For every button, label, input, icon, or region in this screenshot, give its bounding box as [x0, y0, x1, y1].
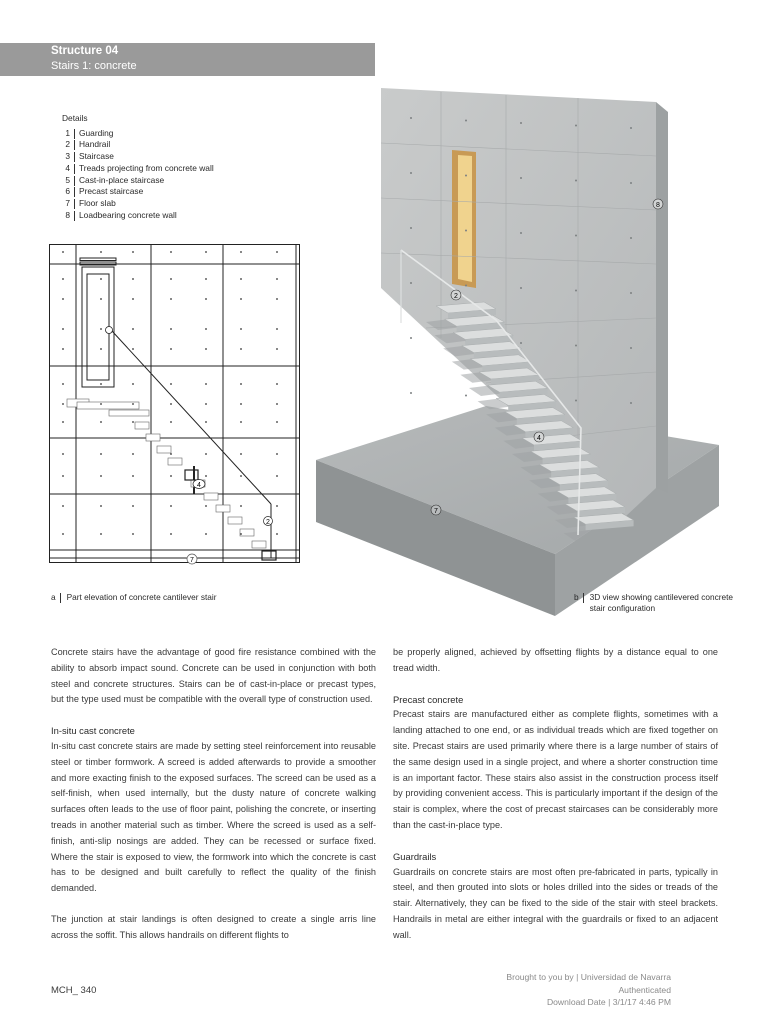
detail-item [62, 139, 214, 151]
marker-2 [451, 290, 461, 300]
stair-3d-view [316, 88, 720, 618]
detail-label: Loadbearing concrete wall [79, 209, 177, 220]
stair-elevation-drawing [49, 244, 303, 578]
marker-2 [264, 517, 273, 527]
detail-number: 4 [65, 162, 70, 173]
caption-text: Part elevation of concrete cantilever stair [66, 592, 217, 602]
paragraph: be properly aligned, achieved by offsetting flights by a distance equal to one tread width. [393, 647, 718, 673]
paragraph: In-situ cast concrete stairs are made by setting steel reinforcement into reusable steel or timber formwork. A screed is added afterwards to provide a smoother and more exacting finish to the exposed surfaces. The screed can be used as a self-finish, when used internally, but the dusty nature of concrete walking surfaces often leads to the use of floor paint, polishing the concrete, or inserting treads in another material such as timber. Where the screed is used as a self-finish, anti-slip nosings are added. They can be recessed or surface fixed. Where the stair is exposed to view, the formwork into which the concrete is cast has to be designed and built carefully to reflect the quality of the finish demanded. [51, 740, 376, 894]
figure-b-caption [574, 592, 734, 614]
svg-text:2: 2 [266, 519, 270, 526]
svg-text:4: 4 [197, 482, 201, 489]
paragraph: Precast stairs are manufactured either as complete flights, sometimes with a landing attached to one end, or as individual treads which are fixed together on site. Precast stairs are used primarily where there is a large number of stairs of the same design used in a single project, and where a shorter construction time is an important factor. These stairs also assist in the construction process itself by providing convenient access. This is particularly important if the design of the stair is complex, where the cost of precast staircases can be considerably more than the cast-in-place type. [393, 709, 718, 830]
detail-label: Treads projecting from concrete wall [79, 162, 214, 173]
detail-label: Guarding [79, 127, 114, 138]
svg-text:7: 7 [190, 557, 194, 564]
detail-item [62, 175, 214, 187]
detail-item [62, 186, 214, 198]
detail-number: 3 [65, 151, 70, 162]
detail-number: 8 [65, 209, 70, 220]
marker-4 [193, 480, 205, 490]
stair-treads [67, 399, 266, 548]
figure-a-caption [51, 592, 217, 603]
detail-item [62, 210, 214, 222]
figure-letter: b [574, 592, 579, 602]
window-opening [87, 274, 109, 380]
watermark-line: Authenticated [618, 984, 671, 995]
detail-item [62, 198, 214, 210]
download-watermark [460, 971, 671, 1009]
detail-label: Precast staircase [79, 186, 144, 197]
svg-text:8: 8 [656, 202, 660, 209]
svg-text:2: 2 [454, 293, 458, 300]
marker-8 [653, 199, 663, 209]
section-subtitle: Stairs 1: concrete [51, 60, 137, 72]
grid-dots [62, 251, 278, 535]
body-column-left [51, 645, 376, 944]
marker-7 [431, 505, 441, 515]
detail-label: Floor slab [79, 197, 116, 208]
paragraph: The junction at stair landings is often designed to create a single arris line across the soffit. This allows handrails on different flights to [51, 913, 376, 940]
detail-label: Cast-in-place staircase [79, 174, 165, 185]
watermark-line: Download Date | 3/1/17 4:46 PM [546, 997, 671, 1007]
section-title: Structure 04 [51, 45, 119, 57]
detail-number: 5 [65, 174, 70, 185]
details-heading: Details [62, 113, 88, 123]
svg-text:4: 4 [537, 435, 541, 442]
subheading: Guardrails [393, 850, 437, 862]
marker-7 [187, 554, 197, 564]
handrail-line [112, 331, 271, 504]
detail-label: Handrail [79, 139, 111, 150]
watermark-line: Brought to you by | Universidad de Navarra [506, 972, 671, 982]
detail-item [62, 128, 214, 140]
detail-item [62, 151, 214, 163]
detail-label: Staircase [79, 151, 114, 162]
body-column-right [393, 645, 718, 944]
detail-item [62, 163, 214, 175]
detail-number: 2 [65, 139, 70, 150]
detail-number: 1 [65, 127, 70, 138]
figure-letter: a [51, 592, 56, 602]
svg-text:7: 7 [434, 508, 438, 515]
marker-4 [534, 432, 544, 442]
paragraph: Guardrails on concrete stairs are most often pre-fabricated in parts, typically in steel, and then grouted into slots or holes drilled into the sides or treads of the stair. Alternatively, they can be fixed to the side of the stair with steel brackets. Handrails in metal are either integral with the guardrails or fixed to an adjacent wall. [393, 866, 718, 940]
details-legend [62, 113, 214, 221]
subheading: In-situ cast concrete [51, 725, 135, 737]
detail-number: 7 [65, 197, 70, 208]
paragraph: Concrete stairs have the advantage of good fire resistance combined with the ability to absorb impact sound. Concrete can be used in conjunction with both steel and concrete structures. Stairs can be of cast-in-place or precast types, but the type used must be compatible with the overall type of construction used. [51, 647, 376, 705]
subheading: Precast concrete [393, 693, 464, 705]
detail-number: 6 [65, 186, 70, 197]
page-code: MCH_ 340 [51, 985, 97, 996]
caption-text: 3D view showing cantilevered concrete stair configuration [589, 592, 734, 613]
